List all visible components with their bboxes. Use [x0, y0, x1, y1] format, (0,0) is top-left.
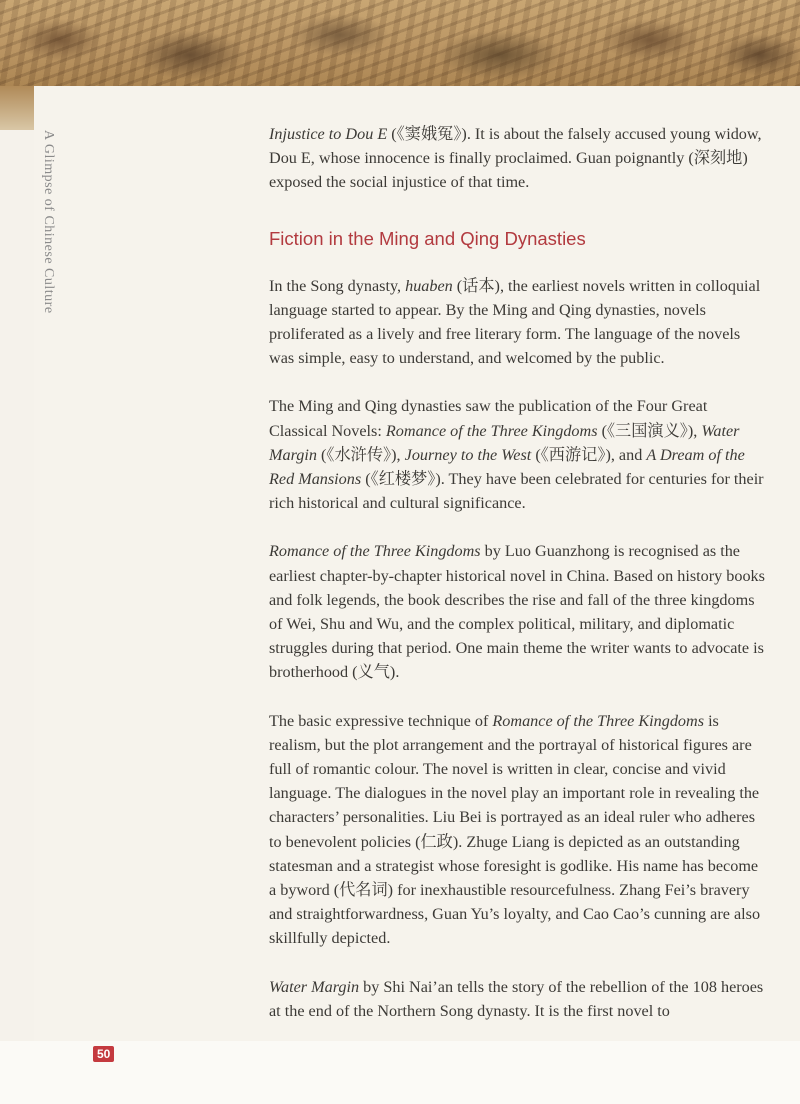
page-number-badge: 50 [93, 1046, 114, 1062]
paragraph-three-kingdoms: Romance of the Three Kingdoms by Luo Guanzhong is recognised as the earliest chapter-by-chapter historical novel in China. Based on history books and folk legends, the book describes the rise and fall of the three kingdoms of Wei, Shu and Wu, and the complex political, military, and diplomatic struggles during that period. One main theme the writer wants to advocate is brotherhood (义气). [269, 542, 765, 682]
paragraph-huaben: In the Song dynasty, huaben (话本), the earliest novels written in colloquial language started to appear. By the Ming and Qing dynasties, novels proliferated as a lively and free literary form. The language of the novels was simple, easy to understand, and welcomed by the public. [269, 276, 761, 368]
paragraph-dou-e: Injustice to Dou E (《窦娥冤》). It is about the falsely accused young widow, Dou E, whose innocence is finally proclaimed. Guan poignantly (深刻地) exposed the social injustice of that time. [269, 125, 762, 192]
paragraph-water-margin: Water Margin by Shi Nai’an tells the story of the rebellion of the 108 heroes at the end of the Northern Song dynasty. It is the first novel to [269, 977, 764, 1020]
running-title: A Glimpse of Chinese Culture [41, 130, 56, 314]
banner-edge [0, 86, 34, 130]
section-heading: Fiction in the Ming and Qing Dynasties [269, 227, 586, 249]
body-text [269, 122, 769, 1047]
paragraph-four-novels: The Ming and Qing dynasties saw the publication of the Four Great Classical Novels: Romance of the Three Kingdoms (《三国演义》), Water Margin (《水浒传》), Journey to the West (《西游记》), and A Dream of the Red Mansions (《红楼梦》). They have been celebrated for centuries for their rich historical and cultural significance. [269, 397, 764, 513]
bottom-margin [0, 1041, 800, 1104]
paragraph-technique: The basic expressive technique of Romance of the Three Kingdoms is realism, but the plot arrangement and the portrayal of historical figures are full of romantic colour. The novel is written in clear, concise and vivid language. The dialogues in the novel play an important role in revealing the characters’ personalities. Liu Bei is portrayed as an ideal ruler who adheres to benevolent policies (仁政). Zhuge Liang is depicted as an outstanding statesman and a strategist whose foresight is godlike. His name has become a byword (代名词) for inexhaustible resourcefulness. Zhang Fei’s bravery and straightforwardness, Guan Yu’s loyalty, and Cao Cao’s cunning are also skillfully depicted. [269, 711, 761, 948]
painting-banner [0, 0, 800, 86]
